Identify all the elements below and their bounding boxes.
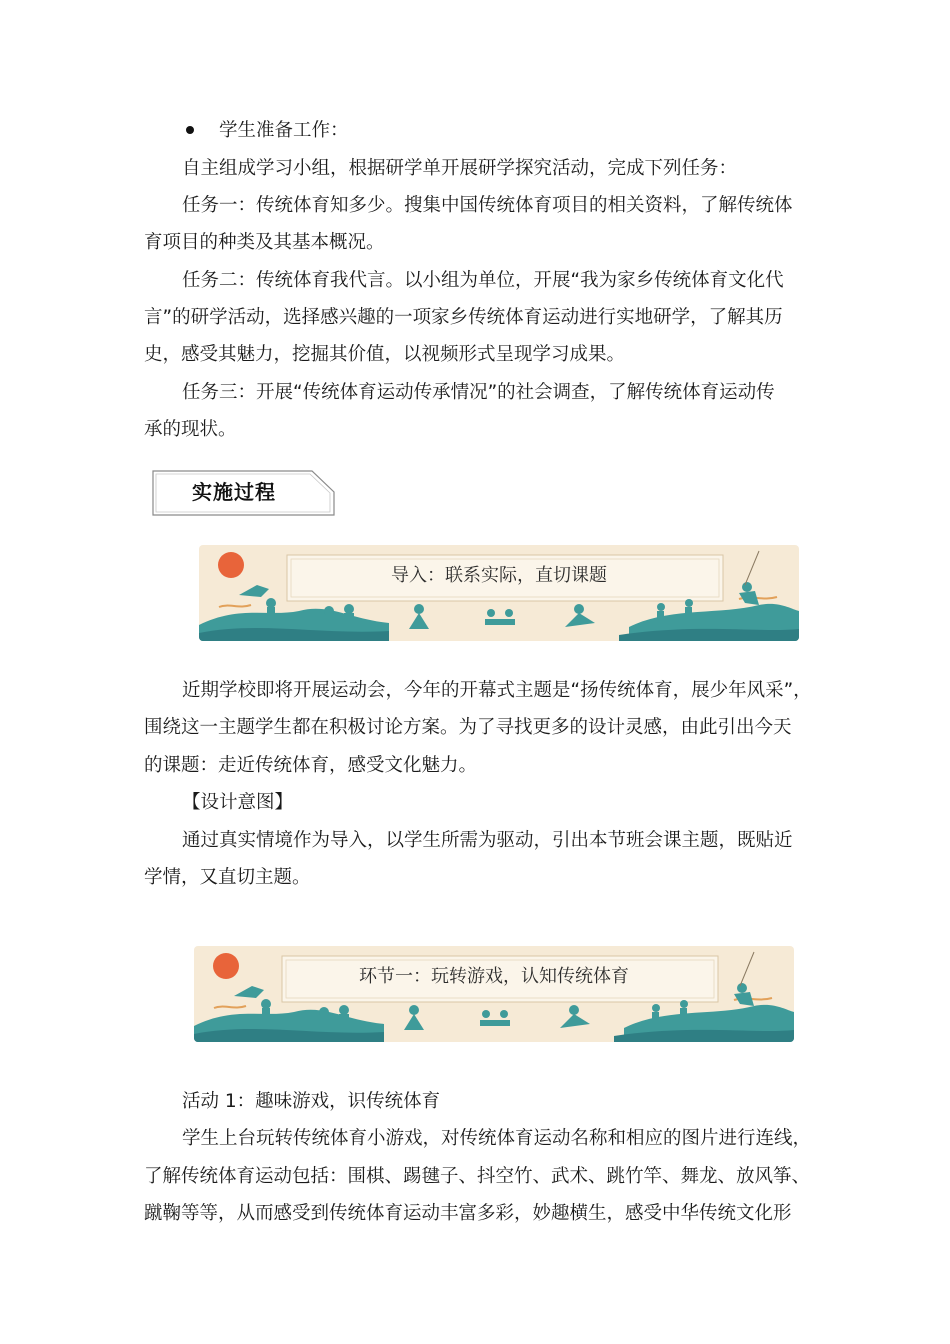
section-heading: [152, 470, 335, 516]
activity1-line3: 蹴鞠等等，从而感受到传统体育运动丰富多彩，妙趣横生，感受中华传统文化形: [144, 1203, 792, 1224]
design-intent-label: 【设计意图】: [182, 792, 294, 813]
task3-line1: 任务三：开展“传统体育运动传承情况”的社会调查，了解传统体育运动传: [182, 382, 775, 403]
task1-line2: 育项目的种类及其基本概况。: [144, 232, 385, 253]
bullet-dot: [186, 126, 194, 134]
prep-heading: 学生准备工作：: [219, 120, 349, 141]
task1-line1: 任务一：传统体育知多少。搜集中国传统体育项目的相关资料，了解传统体: [182, 195, 793, 216]
task2-line2: 言”的研学活动，选择感兴趣的一项家乡传统体育运动进行实地研学，了解其历: [144, 307, 783, 328]
task3-line2: 承的现状。: [144, 419, 237, 440]
banner-intro-title: 导入：联系实际，直切课题: [391, 565, 607, 586]
intro-line3: 的课题：走近传统体育，感受文化魅力。: [144, 755, 478, 776]
banner-stage-one: [194, 946, 794, 1042]
intro-line2: 围绕这一主题学生都在积极讨论方案。为了寻找更多的设计灵感，由此引出今天: [144, 717, 792, 738]
activity1-heading: 活动 1：趣味游戏，识传统体育: [182, 1091, 441, 1112]
prep-intro: 自主组成学习小组，根据研学单开展研学探究活动，完成下列任务：: [182, 158, 738, 179]
task2-line1: 任务二：传统体育我代言。以小组为单位，开展“我为家乡传统体育文化代: [182, 270, 784, 291]
banner-intro: [199, 545, 799, 641]
landscape-illustration-icon: [194, 946, 794, 1042]
design-line2: 学情，又直切主题。: [144, 867, 311, 888]
intro-line1: 近期学校即将开展运动会，今年的开幕式主题是“扬传统体育，展少年风采”，: [182, 680, 812, 701]
task2-line3: 史，感受其魅力，挖掘其价值，以视频形式呈现学习成果。: [144, 344, 626, 365]
activity1-line2: 了解传统体育运动包括：围棋、踢毽子、抖空竹、武术、跳竹竿、舞龙、放风筝、: [144, 1166, 811, 1187]
activity1-line1: 学生上台玩转传统体育小游戏，对传统体育运动名称和相应的图片进行连线，: [182, 1128, 812, 1149]
banner-stage-one-title: 环节一：玩转游戏，认知传统体育: [359, 966, 629, 987]
section-heading-label: 实施过程: [192, 480, 276, 504]
design-line1: 通过真实情境作为导入，以学生所需为驱动，引出本节班会课主题，既贴近: [182, 830, 793, 851]
landscape-illustration-icon: [199, 545, 799, 641]
